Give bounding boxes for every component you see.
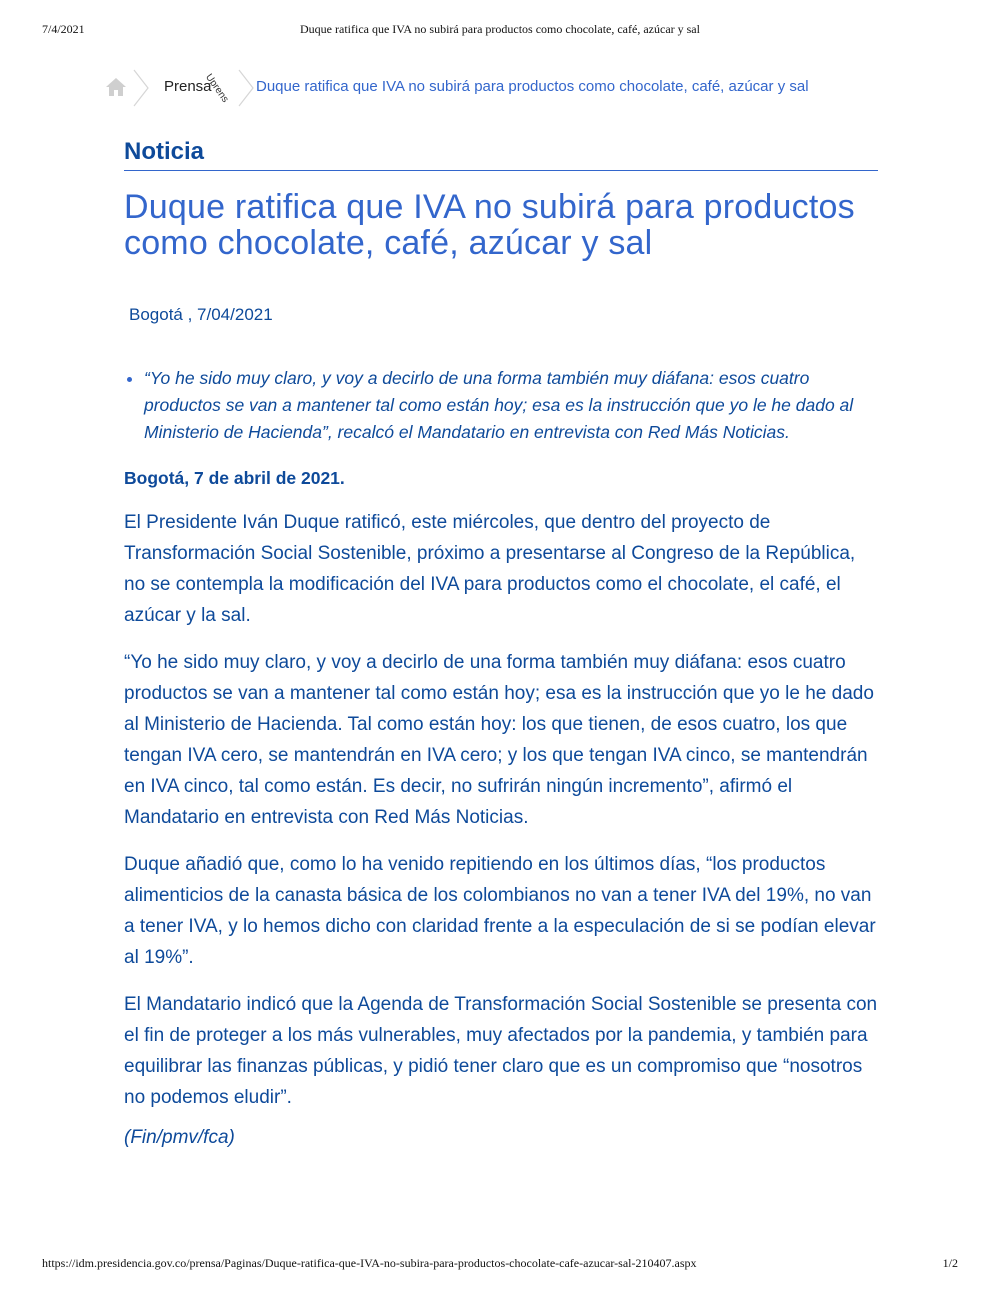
article-summary-list (124, 365, 878, 446)
print-header (42, 22, 958, 42)
print-doc-title: Duque ratifica que IVA no subirá para productos como chocolate, café, azúcar y sal (300, 22, 700, 36)
chevron-right-icon (237, 68, 255, 108)
summary-item: • “Yo he sido muy claro, y voy a decirlo de una forma también muy diáfana: esos cuatro productos se van a mantener tal como están hoy; esa es la instrucción que yo le he dado al Ministerio de Hacienda”, recalcó el Mandatario en entrevista con Red Más Noticias. (144, 365, 878, 446)
print-url: https://idm.presidencia.gov.co/prensa/Paginas/Duque-ratifica-que-IVA-no-subira-para-productos-chocolate-cafe-azucar-sal-210407.aspx (42, 1256, 697, 1270)
breadcrumb-curved-label: Uprens (202, 72, 231, 105)
article-paragraph: “Yo he sido muy claro, y voy a decirlo de una forma también muy diáfana: esos cuatro productos se van a mantener tal como están hoy; esa es la instrucción que yo le he dado al Ministerio de Hacienda. Tal como están hoy: los que tienen, de esos cuatro, los que tengan IVA cero, se mantendrán en IVA cero; y los que tengan IVA cinco, se mantendrán en IVA cinco, tal como están. Es decir, no sufrirán ningún incremento”, afirmó el Mandatario en entrevista con Red Más Noticias. (124, 652, 874, 828)
article-place-date: Bogotá , 7/04/2021 (129, 305, 273, 324)
print-footer (42, 1256, 958, 1276)
section-label: Noticia (124, 138, 205, 165)
breadcrumb-current-page[interactable]: Duque ratifica que IVA no subirá para productos como chocolate, café, azúcar y sal (256, 78, 809, 95)
print-page-number: 1/2 (942, 1256, 958, 1270)
article-signoff: (Fin/pmv/fca) (124, 1127, 235, 1148)
breadcrumb-link-prensa[interactable]: Prensa (164, 78, 212, 95)
article (124, 138, 878, 1149)
article-dateline: Bogotá, 7 de abril de 2021. (124, 468, 345, 488)
article-headline: Duque ratifica que IVA no subirá para productos como chocolate, café, azúcar y sal (124, 188, 855, 262)
home-icon[interactable] (104, 76, 128, 98)
article-paragraph: Duque añadió que, como lo ha venido repitiendo en los últimos días, “los productos alimenticios de la canasta básica de los colombianos no van a tener IVA del 19%, no van a tener IVA, y lo hemos dicho con claridad frente a la especulación de si se podían elevar al 19%”. (124, 854, 876, 968)
article-paragraph: El Presidente Iván Duque ratificó, este miércoles, que dentro del proyecto de Transformación Social Sostenible, próximo a presentarse al Congreso de la República, no se contempla la modificación del IVA para productos como el chocolate, el café, el azúcar y la sal. (124, 512, 856, 626)
chevron-right-icon (132, 68, 150, 108)
article-paragraph: El Mandatario indicó que la Agenda de Transformación Social Sostenible se presenta con el fin de proteger a los más vulnerables, muy afectados por la pandemia, y también para equilibrar las finanzas públicas, y pidió tener claro que es un compromiso que “nosotros no podemos eludir”. (124, 994, 878, 1108)
print-date: 7/4/2021 (42, 22, 85, 36)
section-divider (124, 170, 878, 171)
breadcrumb (104, 68, 904, 108)
